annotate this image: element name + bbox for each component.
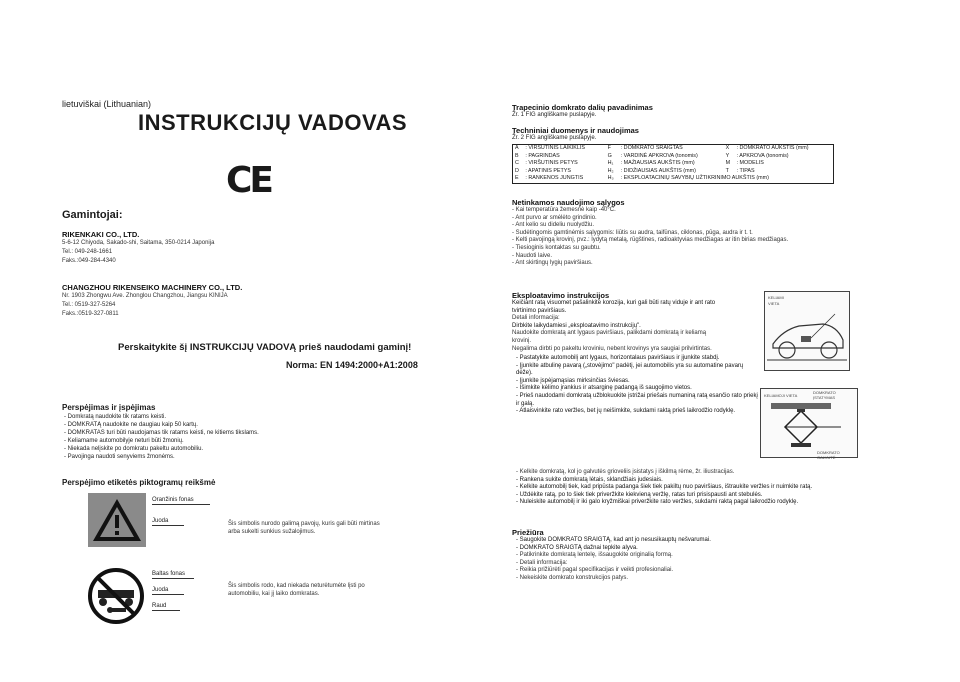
illustration-label: VIETA xyxy=(768,301,780,306)
table-cell: : MAŽIAUSIAS AUKŠTIS (mm) xyxy=(620,160,695,167)
ops-intro-line: krovinį. xyxy=(512,337,532,344)
care-list xyxy=(516,537,711,583)
ops-intro xyxy=(512,300,762,353)
list-item: - DOMKRATAS turi būti naudojamas tik ratams keisti, ne kitiems tikslams. xyxy=(64,429,259,437)
ops-intro-line: Dirbkite laikydamiesi „eksploatavimo instrukcijų". xyxy=(512,322,641,329)
table-cell: H₃ xyxy=(607,175,614,182)
ops-intro-line: Negalima dirbti po pakeltu kroviniu, nebent krovinys yra saugiai prilvirtintas. xyxy=(512,345,712,352)
company-1-fax: Faks.:049-284-4340 xyxy=(62,258,116,264)
company-2-address: Nr. 1903 Zhongwu Ave. Zhonglou Changzhou, Jiangsu KINIJA xyxy=(62,293,228,299)
list-item: - Saugokite DOMKRATO SRAIGTĄ, kad ant jo nesusikauptų nešvarumai. xyxy=(516,537,711,545)
no-under-car-icon xyxy=(88,568,144,624)
tech-subtitle: Žr. 2 FIG angliškame puslapyje. xyxy=(512,135,597,141)
pict1-description xyxy=(228,520,380,536)
company-2-fax: Faks.:0519-327-0811 xyxy=(62,311,119,317)
list-item: - Patikrinkite domkratą lentelę, išsaugokite originalią formą. xyxy=(516,552,711,560)
parts-title: Trapecinio domkrato dalių pavadinimas xyxy=(512,103,653,112)
list-item: - Pavojinga naudoti senyviems žmonėms. xyxy=(64,453,259,461)
warnings-list xyxy=(64,413,259,461)
table-cell: M xyxy=(725,160,731,167)
table-row xyxy=(513,160,834,168)
list-item: - Keliamame automobilyje neturi būti žmonių. xyxy=(64,437,259,445)
table-cell: : EKSPLOATACINIŲ SAVYBIŲ UŽTIKRINIMO AUKŠTIS (mm) xyxy=(620,175,769,182)
table-cell: X xyxy=(725,145,730,151)
list-item: - Nuleiskite automobilį ir iki galo kryžmiškai priveržkite rato veržles, sukdami raktą pagal laikrodžio rodyklę. xyxy=(516,499,856,507)
list-item: - DOMKRATĄ naudokite ne daugiau kaip 50 kartų. xyxy=(64,421,259,429)
pict1-label-bg: Oranžinis fonas xyxy=(152,497,210,505)
table-cell: H₁ xyxy=(607,160,614,167)
pict2-label-red: Raud xyxy=(152,603,180,611)
list-item: - Rankena sukite domkratą lėtais, sklandžiais judesiais. xyxy=(516,477,856,485)
list-item: - Kelkite automobilį tiek, kad pripūsta padanga šiek tiek pakiltų nuo paviršiaus, ištraukite veržles ir nuimkite ratą. xyxy=(516,484,856,492)
ops-title: Eksploatavimo instrukcijos xyxy=(512,291,610,300)
list-item: - Įjunkite atbulinę pavarą („stovėjimo" padėtį, jei automobilis yra su automatine pavarų dėže). xyxy=(516,363,760,378)
pict1-label-black: Juoda xyxy=(152,518,184,526)
company-2-tel: Tel.: 0519-327-5264 xyxy=(62,302,116,308)
table-cell: B xyxy=(515,152,519,159)
table-cell: Y xyxy=(725,152,730,159)
table-row xyxy=(513,175,834,183)
care-title: Priežiūra xyxy=(512,528,544,537)
table-cell: : MODELIS xyxy=(736,160,764,167)
jack-placement-illustration xyxy=(760,388,858,458)
list-item: - Kelti pavojingą krovinį, pvz.: lydytą metalą, rūgštines, radioaktyvias medžiagas ar itin birias medžiagas. xyxy=(512,237,788,245)
company-1-name: RIKENKAKI CO., LTD. xyxy=(62,230,140,239)
table-cell: H₂ xyxy=(607,167,614,174)
company-2-name: CHANGZHOU RIKENSEIKO MACHINERY CO., LTD. xyxy=(62,283,243,292)
ops-intro-line: tvirtinimo paviršiaus. xyxy=(512,307,567,314)
table-cell: : VIRŠUTINIS LAIKIKLIS xyxy=(525,145,585,151)
list-item: - Prieš naudodami domkratą užblokuokite įstrižai priešais numaniną ratą esančio rato priekį ir galą. xyxy=(516,393,760,408)
list-item: - Pastatykite automobilį ant lygaus, horizontalaus paviršiaus ir įjunkite stabdį. xyxy=(516,355,760,363)
table-cell: D xyxy=(515,167,519,174)
table-cell: : DOMKRATO SRAIGTAS xyxy=(620,145,683,151)
table-cell: C xyxy=(515,160,519,167)
list-item: - Detali informacija: xyxy=(516,560,711,568)
ops-list-b xyxy=(516,469,856,507)
table-cell: : TIPAS xyxy=(736,167,755,174)
list-item: - DOMKRATO SRAIGTĄ dažnai tepkite alyva. xyxy=(516,545,711,553)
table-cell: A xyxy=(515,145,519,151)
list-item: - Sudėtingomis gamtinėmis sąlygomis: liūtis su audra, taifūnas, ciklonas, pūga, audra ir t. t. xyxy=(512,230,788,238)
company-1-tel: Tel.: 049-248-1661 xyxy=(62,249,113,255)
table-cell: : VIRŠUTINIS PETYS xyxy=(525,160,578,167)
ops-intro-line: Detali informacija: xyxy=(512,315,560,322)
parts-subtitle: Žr. 1 FIG angliškame puslapyje. xyxy=(512,112,597,118)
conditions-title: Netinkamos naudojimo sąlygos xyxy=(512,198,625,207)
table-cell: : DOMKRATO AUKŠTIS (mm) xyxy=(736,145,809,151)
list-item: - Uždėkite ratą, po to šiek tiek priveržkite kiekvieną veržlę, ratas turi prisispausti ant stebulės. xyxy=(516,492,856,500)
read-notice: Perskaitykite šį INSTRUKCIJŲ VADOVĄ prieš naudodami gaminį! xyxy=(118,342,412,353)
table-cell: : VARDINĖ APKROVA (tonomis) xyxy=(620,152,698,159)
table-cell: : DIDŽIAUSIAS AUKŠTIS (mm) xyxy=(620,167,696,174)
list-item: - Atlaisvinkite rato veržles, bet jų neišimkite, sukdami raktą prieš laikrodžio rodyklę. xyxy=(516,408,760,416)
tech-title: Techniniai duomenys ir naudojimas xyxy=(512,126,639,135)
pict2-desc-line: automobiliu, kai jį laiko domkratas. xyxy=(228,591,320,597)
scissor-jack-icon xyxy=(761,389,857,457)
manual-title: INSTRUKCIJŲ VADOVAS xyxy=(138,110,408,135)
list-item: - Reikia prižiūrėti pagal specifikacijas ir veikti profesionaliai. xyxy=(516,567,711,575)
list-item: - Ant kelio su dideliu nuolydžiu. xyxy=(512,222,788,230)
ce-mark: CE xyxy=(226,160,272,201)
ops-intro-line: Keičiant ratą visuomet pašalinkite korozija, kuri gali būti ratų viduje ir ant rato xyxy=(512,300,716,306)
table-row xyxy=(513,145,834,153)
list-item: - Ant skirtingų lygių paviršiaus. xyxy=(512,260,788,268)
table-cell: : RANKENOS JUNGTIS xyxy=(525,175,584,182)
car-lift-illustration xyxy=(764,291,850,371)
manufacturer-heading: Gamintojai: xyxy=(62,209,123,221)
list-item: - Tiesioginis kontaktas su gaubtu. xyxy=(512,245,788,253)
illustration-label: KELIAMOJI VIETA xyxy=(764,393,798,398)
pict1-desc-line: arba sukelti sunkius sužalojimus. xyxy=(228,529,316,535)
warning-triangle-icon xyxy=(88,493,146,547)
car-silhouette-icon xyxy=(765,292,849,370)
company-1 xyxy=(62,230,214,266)
list-item: - Kelkite domkratą, kol jo galvutės grioveliis įsistatys į iškilmą rėme, žr. iliustracijas. xyxy=(516,469,856,477)
list-item: - Išimkite kėlimo įrankius ir atsarginę padangą iš saugojimo vietos. xyxy=(516,385,760,393)
pict2-label-black: Juoda xyxy=(152,587,184,595)
illustration-label: DOMKRATO ĮSTATYMAS xyxy=(813,390,836,400)
list-item: - Naudoti laive. xyxy=(512,253,788,261)
norm-reference: Norma: EN 1494:2000+A1:2008 xyxy=(286,360,418,370)
table-cell: F xyxy=(607,145,611,151)
conditions-list xyxy=(512,207,788,268)
table-cell: G xyxy=(607,152,612,159)
warnings-title: Perspėjimas ir įspėjimas xyxy=(62,403,156,412)
ops-intro-line: Naudokite domkratą ant lygaus paviršiaus, palikdami domkratą ir keliamą xyxy=(512,330,707,337)
language-label: lietuviškai (Lithuanian) xyxy=(62,99,152,109)
list-item: - Kai temperatūra žemesnė kaip -40°C. xyxy=(512,207,788,215)
illustration-label: KELIAMI xyxy=(768,295,784,300)
pict2-label-bg: Baltas fonas xyxy=(152,571,194,579)
spec-table xyxy=(512,144,834,184)
table-cell: E xyxy=(515,175,519,182)
list-item: - Niekada nelįskite po domkratu pakeltu automobiliu. xyxy=(64,445,259,453)
list-item: - Įjunkite įspėjamąsias mirksinčias šviesas. xyxy=(516,378,760,386)
list-item: - Ant purvo ar smėlėto grindinio. xyxy=(512,215,788,223)
ops-list-a xyxy=(516,355,760,416)
table-cell: T xyxy=(725,167,729,174)
pict1-desc-line: Šis simbolis nurodo galimą pavojų, kuris gali būti mirtinas xyxy=(228,521,380,527)
table-cell: : PAGRINDAS xyxy=(525,152,560,159)
list-item: - Domkratą naudokite tik ratams keisti. xyxy=(64,413,259,421)
pict2-desc-line: Šis simbolis rodo, kad niekada neturėtumėte lįsti po xyxy=(228,583,365,589)
illustration-label: DOMKRATO GALVUTĖ xyxy=(817,450,840,460)
pictogram-title: Perspėjimo etiketės piktogramų reikšmė xyxy=(62,478,216,487)
list-item: - Nekeiskite domkrato konstrukcijos patys. xyxy=(516,575,711,583)
company-2 xyxy=(62,283,242,319)
table-cell: : APATINIS PETYS xyxy=(525,167,571,174)
pict2-description xyxy=(228,582,365,598)
company-1-address: 5-6-12 Chiyoda, Sakado-shi, Saitama, 350-0214 Japonija xyxy=(62,240,215,246)
table-cell: : APKROVA (tonomis) xyxy=(736,152,789,159)
